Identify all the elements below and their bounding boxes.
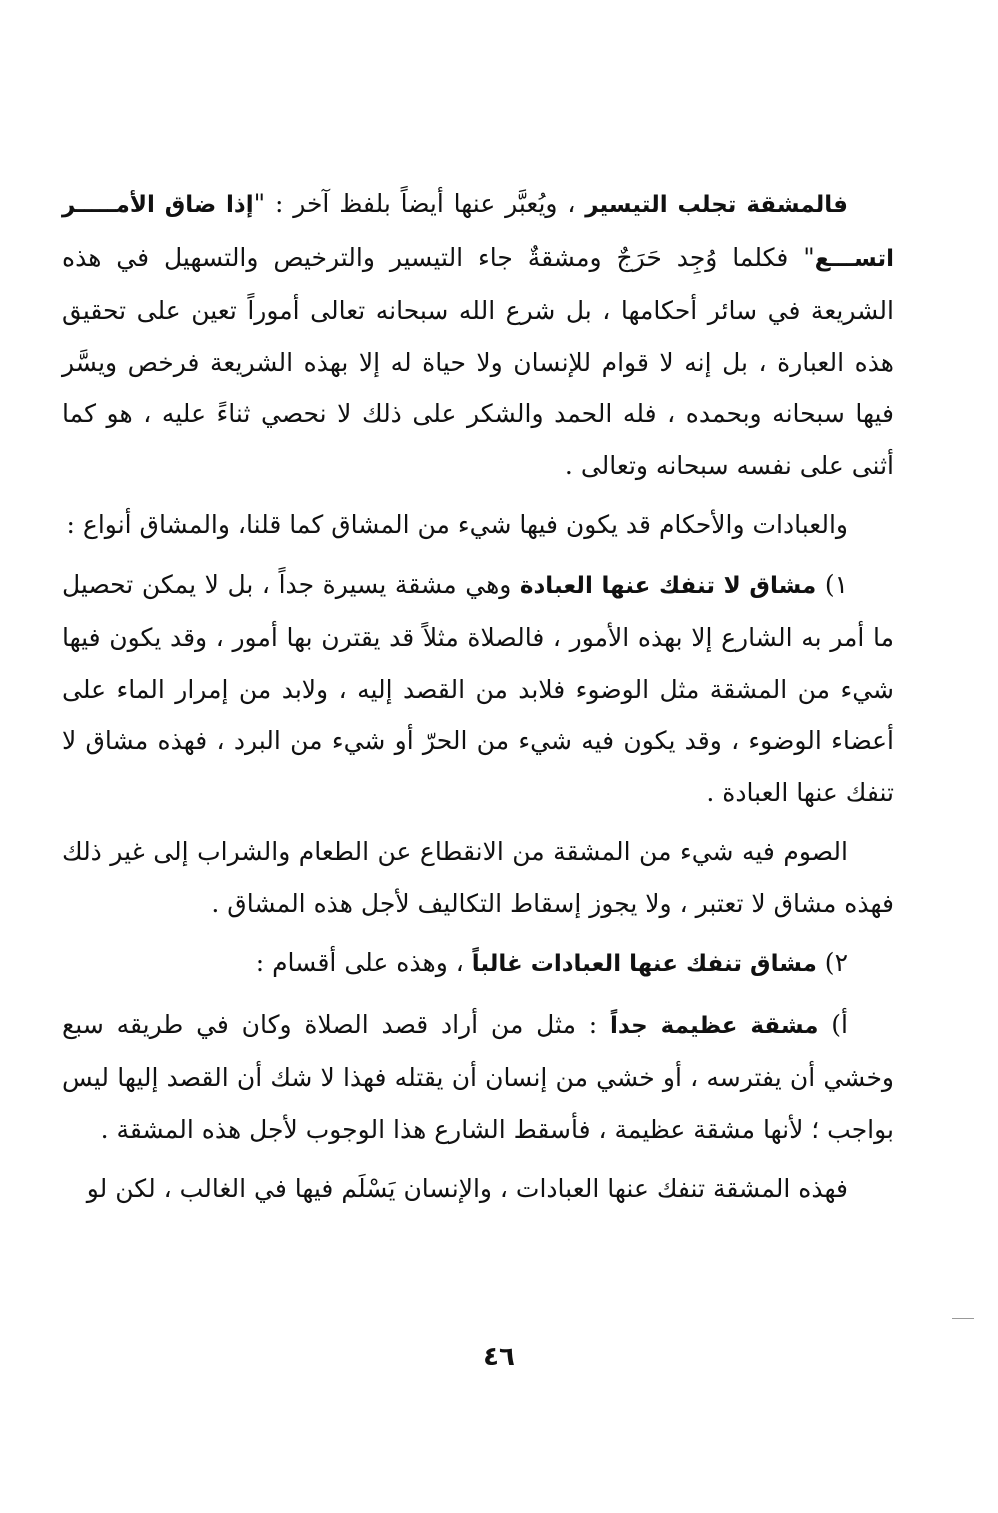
paragraph-subtype-a [62,999,894,1156]
paragraph-text: " فكلما وُجِد حَرَجٌ ومشقةٌ جاء التيسير والترخيص والتسهيل في هذه الشريعة في سائر أحكامها ، بل شرع الله سبحانه تعالى أموراً تعين على تحقيق هذه العبارة ، بل إنه لا قوام للإنسان ولا حياة له إلا بهذه الشريعة فرخص ويسَّر فيها سبحانه وبحمده ، فله الحمد والشكر على ذلك لا نحصي ثناءً عليه ، هو كما أثنى على نفسه سبحانه وتعالى . [62,242,894,480]
paragraph-types-intro [62,499,894,551]
paragraph-text: ، ويُعبَّر عنها أيضاً بلفظ آخر : " [253,189,586,218]
paragraph-hardship-brings-ease [62,178,894,491]
list-number: ١) [816,569,849,599]
paragraph-fasting [62,826,894,929]
page-body [62,178,894,1215]
paragraph-text: والعبادات والأحكام قد يكون فيها شيء من المشاق كما قلنا، والمشاق أنواع : [66,510,848,539]
scan-edge-mark [952,1318,974,1319]
bold-phrase: مشاق تنفك عنها العبادات غالباً [471,951,817,977]
paragraph-text: : مثل من أراد قصد الصلاة وكان في طريقه سبع وخشي أن يفترسه ، أو خشي من إنسان أن يقتله فهذا لا شك أن القصد إليها ليس بواجب ؛ لأنها مشقة عظيمة ، فأسقط الشارع هذا الوجوب لأجل هذه المشقة . [62,1009,894,1144]
paragraph-text: فهذه المشقة تنفك عنها العبادات ، والإنسان يَسْلَم فيها في الغالب ، لكن لو [86,1174,848,1203]
bold-phrase: فالمشقة تجلب التيسير [585,192,848,218]
paragraph-text: ، وهذه على أقسام : [255,948,472,977]
bold-phrase: مشاق لا تنفك عنها العبادة [519,572,817,599]
paragraph-type-2 [62,937,894,991]
paragraph-text: وهي مشقة يسيرة جداً ، بل لا يمكن تحصيل ما أمر به الشارع إلا بهذه الأمور ، فالصلاة مثلاً قد يقترن بها أمور ، وقد يكون فيها شيء من المشقة مثل الوضوء فلابد من القصد إليه ، ولابد من إمرار الماء على أعضاء الوضوء ، وقد يكون فيه شيء من الحرّ أو شيء من البرد ، فهذه مشاق لا تنفك عنها العبادة . [62,569,894,807]
list-number: ٢) [816,948,848,977]
paragraph-text: الصوم فيه شيء من المشقة من الانقطاع عن الطعام والشراب إلى غير ذلك فهذه مشاق لا تعتبر ، ولا يجوز إسقاط التكاليف لأجل هذه المشاق . [62,837,894,918]
paragraph-continuation [62,1163,894,1215]
bold-phrase: مشقة عظيمة جداً [610,1012,819,1039]
bold-phrase: إذا ضاق الأمـــــر اتســـع [62,192,894,272]
list-number: أ) [818,1009,848,1039]
page-number: ٤٦ [483,1342,515,1372]
paragraph-type-1 [62,559,894,819]
